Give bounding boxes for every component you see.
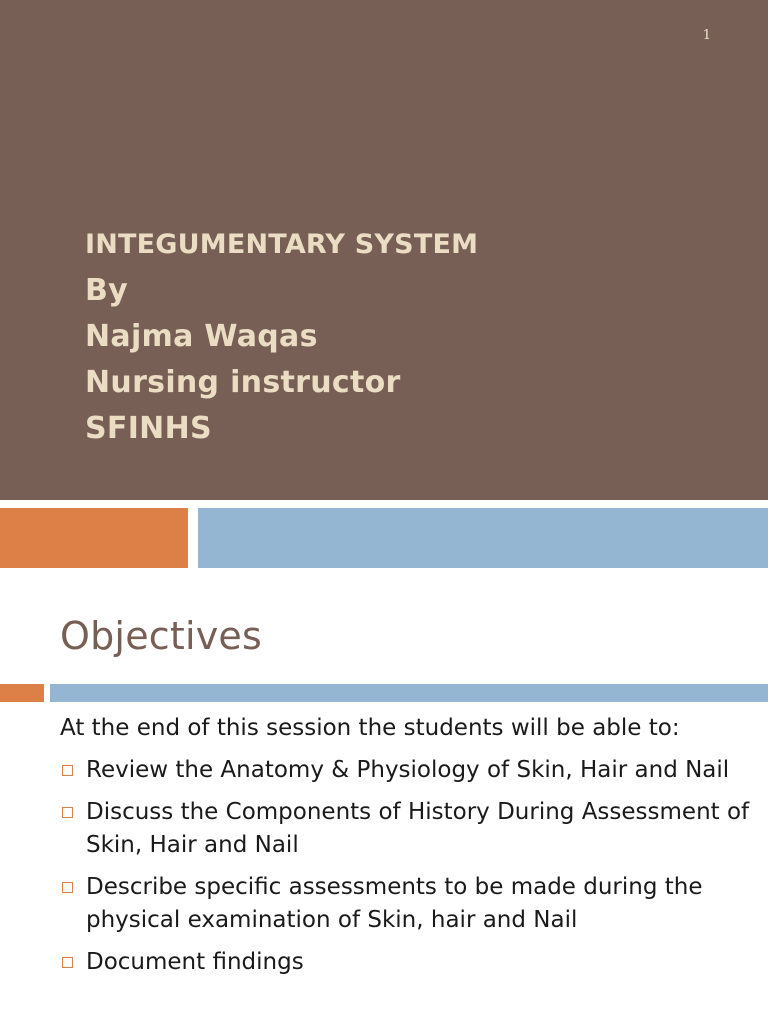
title-line-author: Najma Waqas [85, 319, 318, 354]
objective-item [60, 871, 750, 937]
objective-text: Document findings [86, 949, 304, 975]
accent-band-orange [0, 508, 188, 568]
objective-item [60, 754, 750, 787]
title-line-by: By [85, 273, 129, 308]
objectives-intro: At the end of this session the students will be able to: [60, 715, 680, 741]
objectives-list [60, 754, 750, 979]
square-bullet-icon [62, 957, 73, 968]
slide-number: 1 [702, 28, 711, 43]
heading-rule-blue [50, 684, 768, 702]
objectives-heading: Objectives [60, 614, 262, 658]
title-line-topic: INTEGUMENTARY SYSTEM [85, 229, 479, 260]
accent-band-blue [198, 508, 768, 568]
objectives-body [60, 712, 750, 988]
title-line-role: Nursing instructor [85, 365, 401, 400]
objective-text: Describe specific assessments to be made during the physical examination of Skin, hair and Nail [86, 874, 703, 933]
square-bullet-icon [62, 882, 73, 893]
heading-rule-orange [0, 684, 44, 702]
title-slide [0, 0, 768, 500]
objective-item [60, 946, 750, 979]
objective-text: Review the Anatomy & Physiology of Skin, Hair and Nail [86, 757, 730, 783]
square-bullet-icon [62, 807, 73, 818]
slide-title [85, 222, 478, 452]
square-bullet-icon [62, 765, 73, 776]
title-line-institution: SFINHS [85, 411, 212, 446]
objective-item [60, 796, 750, 862]
objective-text: Discuss the Components of History During Assessment of Skin, Hair and Nail [86, 799, 750, 858]
